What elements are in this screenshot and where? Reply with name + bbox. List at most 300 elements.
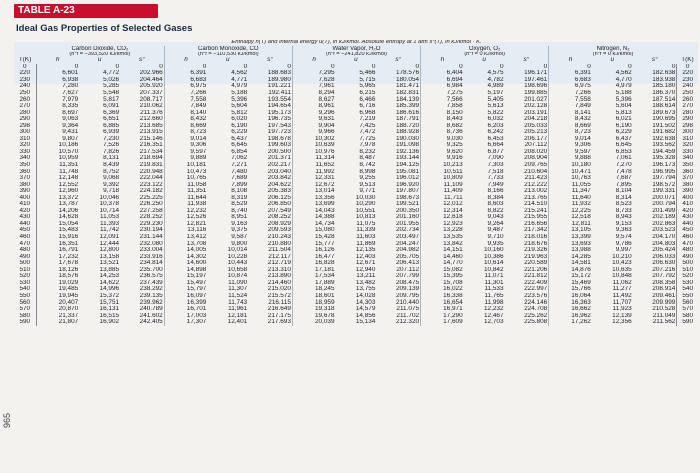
temperature-cell: 370 (677, 175, 698, 182)
value-cell: 17,290 (421, 313, 464, 320)
value-cell: 11,055 (549, 182, 592, 189)
value-cell: 16,131 (99, 305, 120, 313)
temperature-cell: 570 (14, 306, 36, 313)
value-cell: 15,372 (99, 292, 120, 299)
property-symbol: ū (226, 57, 230, 64)
value-cell: 209.765 (524, 161, 548, 169)
value-cell: 207.337 (139, 89, 163, 96)
value-cell: 14,302 (164, 254, 207, 261)
temperature-cell: 390 (14, 188, 36, 195)
value-cell: 6,694 (421, 77, 464, 84)
value-cell: 197.461 (524, 76, 548, 83)
value-cell: 7,558 (549, 96, 592, 103)
t-label-left: T(K) (18, 57, 32, 64)
value-cell: 10,014 (227, 247, 248, 254)
gas-name: Carbon Dioxide, CO₂ (71, 45, 129, 52)
value-cell: 15,054 (58, 220, 79, 227)
value-cell: 207.216 (652, 266, 676, 273)
value-cell: 9,487 (487, 227, 504, 234)
gas-name: Oxygen, O₂ (421, 46, 549, 52)
value-cell: 224.708 (524, 305, 548, 313)
temperature-cell: 550 (677, 293, 698, 300)
value-cell: 8,150 (421, 110, 464, 117)
value-cell: 7,899 (231, 181, 248, 188)
value-cell: 8,603 (487, 201, 504, 208)
zero-cell: 0 (14, 64, 36, 70)
value-cell: 213.002 (524, 188, 548, 195)
value-cell: 10,765 (164, 175, 207, 182)
value-cell: 206.033 (652, 253, 676, 260)
value-cell: 13,158 (99, 253, 120, 260)
value-cell: 198.673 (395, 194, 420, 201)
value-cell: 182.831 (395, 89, 420, 96)
value-cell: 12,314 (421, 208, 464, 215)
value-cell: 4,562 (615, 70, 632, 77)
value-cell: 7,858 (421, 103, 464, 110)
value-cell: 9,771 (359, 188, 376, 195)
value-cell: 209.139 (395, 286, 420, 293)
value-cell: 18,959 (292, 299, 335, 306)
value-cell: 10,658 (227, 266, 248, 273)
value-cell: 17,307 (164, 319, 207, 326)
value-cell: 18,601 (292, 293, 335, 300)
value-cell: 9,597 (164, 149, 207, 156)
value-cell: 8,669 (164, 123, 207, 130)
value-cell: 9,153 (615, 220, 632, 227)
value-cell: 10,213 (421, 162, 464, 169)
value-cell: 207.792 (652, 273, 676, 280)
value-cell: 8,529 (231, 201, 248, 208)
value-cell: 9,063 (62, 116, 79, 123)
value-cell: 196.995 (652, 168, 676, 175)
value-cell: 5,026 (103, 76, 120, 83)
value-cell: 208.358 (652, 279, 676, 286)
value-cell: 8,432 (549, 116, 592, 123)
value-cell: 231.144 (139, 233, 163, 241)
property-symbol: ū (482, 57, 486, 64)
value-cell: 13,988 (549, 247, 592, 254)
zero-cell: 0 (371, 63, 376, 70)
value-cell: 12,091 (99, 233, 120, 241)
temperature-cell: 580 (14, 313, 36, 320)
value-cell: 7,566 (421, 96, 464, 103)
value-cell: 212.117 (268, 253, 291, 260)
value-cell: 207.549 (267, 207, 291, 214)
value-cell: 233.004 (139, 247, 163, 254)
value-cell: 210.528 (652, 305, 676, 313)
value-cell: 9,255 (359, 175, 376, 182)
temperature-cell: 290 (677, 116, 698, 123)
value-cell: 241.602 (139, 312, 163, 319)
temperature-cell: 260 (677, 96, 698, 103)
value-cell: 12,467 (483, 312, 504, 319)
value-cell: 211.562 (652, 319, 676, 326)
value-cell: 15,172 (549, 273, 592, 280)
gas-formation-enthalpy: (h̄°f = −393,520 kJ/kmol) (69, 51, 131, 57)
value-cell: 5,466 (359, 70, 376, 77)
value-cell: 239.135 (139, 292, 163, 299)
value-cell: 6,215 (359, 89, 376, 96)
value-cell: 10,180 (549, 162, 592, 169)
temperature-cell: 330 (677, 149, 698, 156)
value-cell: 11,109 (421, 182, 464, 189)
temperature-cell: 520 (14, 273, 36, 280)
temperature-cell: 590 (14, 319, 36, 326)
value-cell: 14,253 (99, 273, 120, 280)
value-cell: 193.144 (395, 155, 420, 162)
value-cell: 9,889 (164, 155, 207, 162)
temperature-cell: 440 (14, 221, 36, 228)
temperature-cell: 510 (677, 267, 698, 274)
value-cell: 213.890 (267, 273, 291, 280)
value-cell: 7,472 (359, 129, 376, 136)
property-symbol: h̄ (421, 57, 464, 63)
value-cell: 10,186 (58, 142, 79, 149)
value-cell: 16,126 (292, 247, 335, 254)
t-label-right: T(K) (681, 57, 694, 64)
value-cell: 14,028 (355, 292, 376, 299)
value-cell: 187.514 (652, 96, 676, 103)
value-cell: 12,960 (58, 188, 79, 195)
value-cell: 15,483 (58, 227, 79, 234)
value-cell: 198.678 (267, 135, 291, 142)
value-cell: 6,437 (231, 135, 248, 142)
value-cell: 198.572 (652, 181, 676, 188)
value-cell: 14,151 (421, 247, 464, 254)
value-cell: 7,295 (292, 70, 335, 77)
value-cell: 225.262 (524, 312, 548, 319)
temperature-cell: 320 (14, 142, 36, 149)
zero-cell: 0 (159, 63, 163, 70)
value-cell: 10,714 (99, 207, 120, 214)
value-cell: 7,230 (103, 135, 120, 142)
value-cell: 13,708 (164, 241, 207, 248)
value-cell: 8,669 (549, 123, 592, 130)
value-cell: 213.915 (139, 129, 163, 136)
value-cell: 213.685 (139, 122, 163, 129)
value-cell: 8,335 (62, 103, 79, 110)
value-cell: 8,487 (359, 155, 376, 162)
value-cell: 206.125 (267, 194, 291, 201)
value-cell: 6,645 (231, 142, 248, 149)
value-cell: 11,058 (164, 182, 207, 189)
value-cell: 9,631 (292, 116, 335, 123)
value-cell: 204.622 (267, 181, 291, 188)
value-cell: 5,604 (231, 103, 248, 110)
table-body (14, 64, 698, 326)
value-cell: 6,601 (62, 70, 79, 77)
value-cell: 7,849 (549, 103, 592, 110)
value-cell: 205.383 (267, 188, 291, 195)
value-cell: 6,032 (487, 116, 504, 123)
value-cell: 195.328 (652, 155, 676, 162)
temperature-cell: 480 (14, 247, 36, 254)
temperature-cell: 340 (14, 155, 36, 162)
value-cell: 204.803 (652, 240, 676, 247)
value-cell: 209.795 (395, 292, 420, 299)
value-cell: 242.405 (139, 319, 163, 326)
value-cell: 189.980 (267, 76, 291, 83)
zero-cell: 0 (115, 63, 120, 70)
value-cell: 6,453 (487, 135, 504, 142)
value-cell: 188.614 (652, 103, 676, 110)
zero-cell: 0 (243, 63, 248, 70)
table-subtitle: Ideal Gas Properties of Selected Gases (16, 23, 193, 34)
value-cell: 217.342 (524, 227, 548, 234)
value-cell: 12,800 (99, 247, 120, 254)
value-cell: 9,264 (487, 220, 504, 227)
value-cell: 223.576 (524, 292, 548, 299)
value-cell: 8,682 (421, 123, 464, 130)
value-cell: 195.081 (395, 168, 420, 175)
value-cell: 7,275 (421, 90, 464, 97)
gas-name: Nitrogen, N₂ (549, 46, 677, 52)
value-cell: 202.189 (652, 214, 676, 221)
value-cell: 11,307 (228, 286, 248, 293)
value-cell: 9,431 (62, 129, 79, 136)
value-cell: 12,232 (164, 208, 207, 215)
value-cell: 218.016 (524, 233, 548, 241)
value-cell: 10,210 (612, 253, 632, 260)
value-cell: 4,771 (231, 76, 248, 83)
property-symbol: h̄ (55, 57, 60, 64)
value-cell: 217.693 (267, 319, 291, 326)
temperature-cell: 490 (14, 254, 36, 261)
value-cell: 12,811 (549, 221, 592, 228)
temperature-cell: 410 (677, 201, 698, 208)
value-cell: 208.717 (139, 96, 163, 103)
temperature-cell: 390 (677, 188, 698, 195)
value-cell: 229.230 (139, 220, 163, 227)
temperature-cell: 220 (14, 70, 36, 77)
temperature-cell: 480 (677, 247, 698, 254)
value-cell: 5,715 (359, 76, 376, 83)
value-cell: 7,062 (231, 155, 248, 162)
value-cell: 7,733 (487, 175, 504, 182)
value-cell: 228.252 (139, 214, 163, 221)
value-cell: 11,393 (99, 220, 120, 227)
property-symbol: ū (97, 57, 102, 64)
value-cell: 211.075 (396, 305, 420, 313)
value-cell: 10,848 (612, 273, 632, 280)
value-cell: 21,337 (58, 312, 79, 319)
temperature-cell: 460 (677, 234, 698, 241)
value-cell: 199.603 (267, 142, 291, 149)
value-cell: 9,375 (231, 227, 248, 234)
temperature-cell: 540 (677, 286, 698, 293)
property-symbol: ū (354, 57, 358, 64)
value-cell: 9,935 (487, 240, 504, 247)
value-cell: 185.399 (395, 103, 420, 110)
value-cell: 11,932 (549, 201, 592, 208)
value-cell: 189.673 (652, 109, 676, 116)
property-symbol: h̄ (164, 57, 207, 63)
value-cell: 7,526 (103, 142, 120, 149)
value-cell: 6,651 (103, 116, 120, 123)
value-cell: 19,029 (58, 279, 79, 286)
temperature-cell: 460 (14, 234, 36, 241)
value-cell: 201.499 (652, 207, 676, 214)
value-cell: 6,885 (103, 122, 120, 129)
value-cell: 11,075 (356, 220, 376, 227)
value-cell: 11,071 (484, 273, 504, 280)
value-cell: 9,068 (103, 175, 120, 182)
value-cell: 20,870 (58, 305, 79, 313)
value-cell: 210.062 (139, 103, 163, 110)
value-cell: 12,526 (164, 214, 207, 221)
value-cell: 202.217 (267, 161, 291, 169)
property-symbol: s̄° (267, 57, 273, 64)
value-cell: 5,396 (231, 96, 248, 103)
value-cell: 8,319 (231, 194, 248, 201)
value-cell: 9,786 (615, 240, 632, 247)
value-cell: 225.808 (524, 319, 548, 326)
value-cell: 199.885 (524, 89, 548, 96)
value-cell: 5,188 (615, 89, 632, 96)
value-cell: 222.044 (139, 175, 163, 182)
value-cell: 9,325 (421, 142, 464, 149)
temperature-cell: 350 (14, 162, 36, 169)
value-cell: 15,766 (549, 286, 592, 293)
value-cell: 11,053 (99, 214, 120, 221)
value-cell: 218.694 (139, 155, 163, 162)
value-cell: 6,664 (487, 142, 504, 149)
value-cell: 18,126 (58, 266, 79, 273)
temperature-cell: 350 (677, 162, 698, 169)
value-cell: 5,817 (103, 96, 120, 103)
value-cell: 7,689 (231, 175, 248, 182)
value-cell: 13,842 (421, 241, 464, 248)
value-cell: 16,902 (99, 319, 120, 326)
temperature-cell: 530 (14, 280, 36, 287)
value-cell: 8,752 (103, 168, 120, 175)
value-cell: 16,791 (58, 247, 79, 254)
property-symbol: h̄ (292, 57, 335, 63)
value-cell: 10,471 (549, 169, 592, 176)
value-cell: 220.589 (524, 260, 548, 267)
value-cell: 197.543 (267, 122, 291, 129)
temperature-cell: 380 (677, 182, 698, 189)
temperature-cell: 450 (677, 227, 698, 234)
property-symbol: s̄° (139, 57, 145, 64)
value-cell: 232.080 (139, 240, 163, 247)
value-cell: 10,443 (227, 260, 248, 267)
value-cell: 11,743 (228, 299, 248, 306)
value-cell: 20,039 (292, 319, 335, 326)
zero-cell: 0 (671, 63, 676, 70)
value-cell: 237.439 (139, 279, 163, 286)
value-cell: 18,245 (292, 286, 335, 293)
temperature-cell: 220 (677, 70, 698, 77)
value-cell: 211.376 (140, 109, 163, 116)
page-number: 965 (2, 412, 12, 428)
value-cell: 8,740 (231, 207, 248, 214)
value-cell: 239.962 (139, 299, 163, 306)
value-cell: 206.413 (395, 260, 420, 267)
temperature-cell: 240 (14, 83, 36, 90)
value-cell: 7,090 (487, 155, 504, 162)
temperature-cell: 490 (677, 254, 698, 261)
value-cell: 13,116 (164, 227, 207, 234)
value-cell: 200.350 (395, 207, 420, 214)
value-cell: 11,409 (421, 188, 464, 195)
value-cell: 7,478 (615, 168, 632, 175)
value-cell: 210.604 (524, 168, 548, 175)
value-cell: 7,961 (292, 83, 335, 90)
value-cell: 11,351 (59, 161, 79, 169)
temperature-cell: 550 (14, 293, 36, 300)
value-cell: 7,687 (615, 175, 632, 182)
value-cell: 10,614 (483, 260, 504, 267)
value-cell: 14,005 (164, 247, 207, 254)
temperature-cell: 360 (677, 169, 698, 176)
value-cell: 12,703 (483, 319, 504, 326)
value-cell: 7,425 (359, 122, 376, 129)
temperature-cell: 510 (14, 267, 36, 274)
value-cell: 13,755 (355, 286, 376, 293)
value-cell: 192.136 (395, 148, 420, 155)
value-cell: 16,399 (164, 299, 207, 306)
value-cell: 10,763 (549, 175, 592, 182)
value-cell: 12,148 (58, 175, 79, 182)
value-cell: 14,770 (421, 260, 464, 267)
value-cell: 238.292 (139, 286, 163, 293)
value-cell: 196.173 (652, 161, 676, 169)
value-cell: 194.125 (395, 161, 420, 169)
temperature-cell: 400 (677, 195, 698, 202)
value-cell: 10,290 (355, 201, 376, 208)
value-cell: 240.789 (139, 305, 163, 313)
value-cell: 208.252 (267, 214, 291, 221)
value-cell: 6,229 (615, 129, 632, 136)
value-cell: 8,141 (549, 110, 592, 117)
value-cell: 216.351 (139, 142, 163, 149)
value-cell: 7,219 (359, 116, 376, 123)
value-cell: 11,090 (228, 279, 248, 286)
value-cell: 19,318 (292, 306, 335, 313)
value-cell: 4,770 (615, 76, 632, 83)
value-cell: 5,396 (615, 96, 632, 103)
value-cell: 5,405 (487, 96, 504, 103)
value-cell: 12,444 (99, 240, 120, 247)
value-cell: 17,678 (58, 260, 79, 267)
zero-cell: 0 (677, 64, 698, 70)
value-cell: 5,188 (231, 89, 248, 96)
value-cell: 222.997 (524, 286, 548, 293)
value-cell: 6,391 (549, 70, 592, 77)
value-cell: 219.831 (139, 161, 163, 169)
value-cell: 11,533 (484, 286, 504, 293)
value-cell: 6,683 (164, 77, 207, 84)
value-cell: 206.850 (267, 201, 291, 208)
value-cell: 10,551 (355, 207, 376, 214)
value-cell: 5,813 (615, 109, 632, 116)
value-cell: 17,232 (58, 253, 79, 260)
temperature-cell: 330 (14, 149, 36, 156)
value-cell: 14,388 (292, 214, 335, 221)
value-cell: 11,277 (612, 286, 632, 293)
value-cell: 14,460 (421, 254, 464, 261)
value-cell: 202.966 (139, 70, 163, 77)
value-cell: 6,404 (421, 70, 464, 77)
value-cell: 11,998 (484, 299, 504, 306)
value-cell: 8,232 (359, 148, 376, 155)
value-cell: 11,711 (421, 195, 464, 202)
value-cell: 194.654 (267, 103, 291, 110)
value-cell: 11,652 (292, 162, 335, 169)
value-cell: 184.139 (395, 96, 420, 103)
value-cell: 7,849 (164, 103, 207, 110)
